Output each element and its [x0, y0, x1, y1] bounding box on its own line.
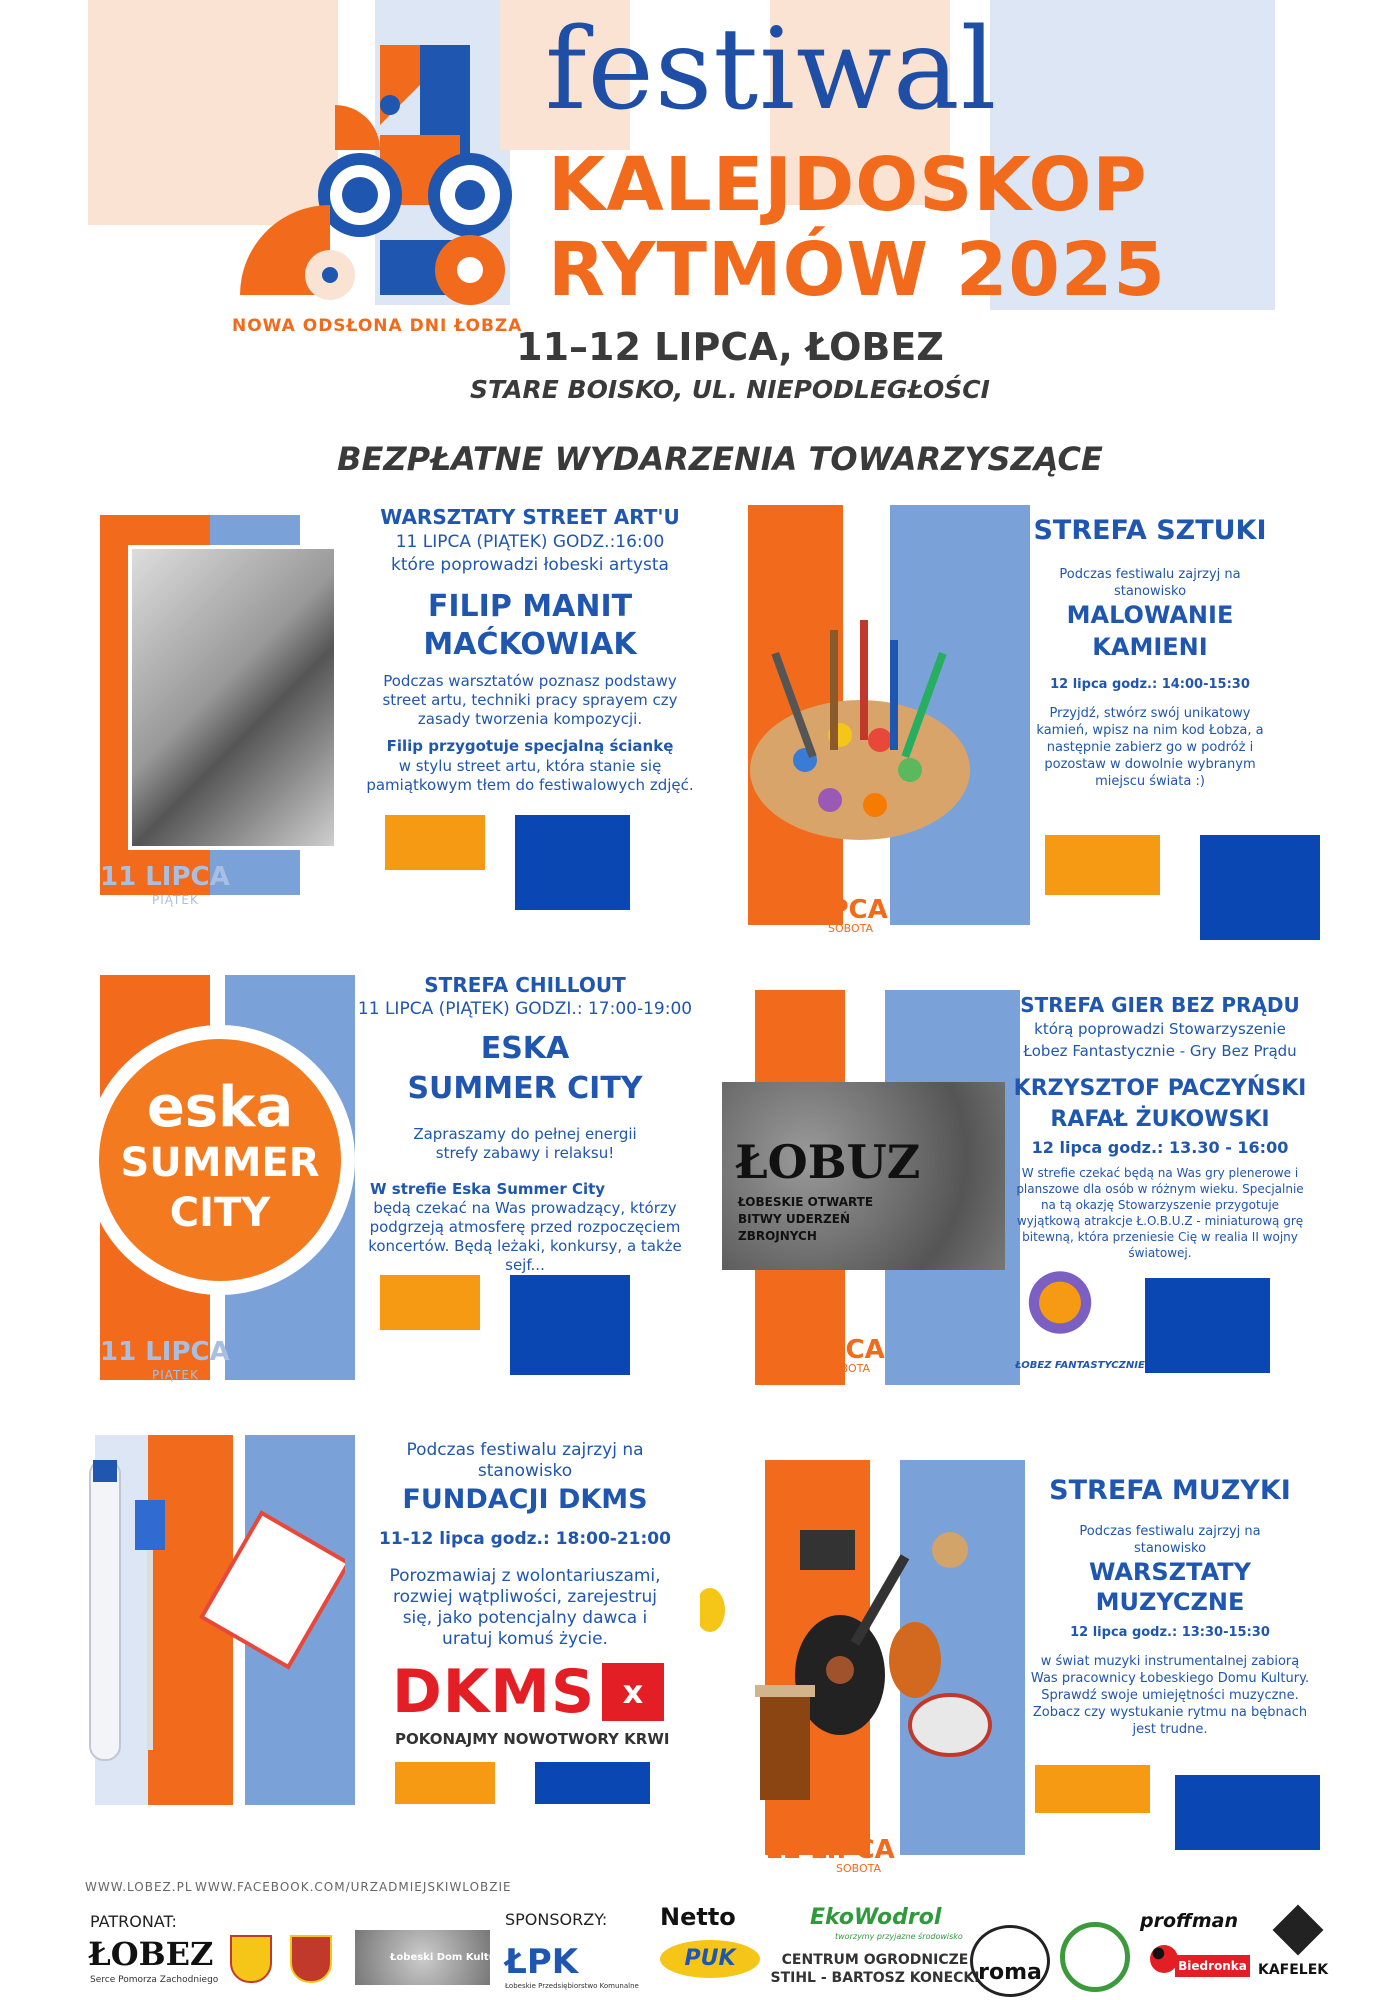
p1-line1: 11 LIPCA (PIĄTEK) GODZ.:16:00 [395, 532, 665, 552]
p3-date: 11 LIPCA [100, 1337, 230, 1367]
p2-heading: STREFA SZTUKI [1033, 515, 1267, 546]
p1-navy-square [515, 815, 630, 910]
p6-navy-square [1175, 1775, 1320, 1850]
roma-logo: roma [978, 1960, 1042, 1985]
p3-name1: ESKA [480, 1031, 570, 1066]
footer-patronat-label: PATRONAT: [90, 1912, 177, 1931]
test-tubes-illustration [85, 1460, 345, 1790]
p4-time: 12 lipca godz.: 13.30 - 16:00 [1031, 1138, 1289, 1157]
lobuz-logo-sub3: ZBROJNYCH [738, 1229, 817, 1243]
p4-navy-square [1145, 1278, 1270, 1373]
p4-name1: KRZYSZTOF PACZYŃSKI [1013, 1076, 1307, 1101]
p6-day: SOBOTA [836, 1862, 882, 1875]
p3-line1: 11 LIPCA (PIĄTEK) GODZI.: 17:00-19:00 [357, 999, 693, 1019]
stihl-logo: STIHL - BARTOSZ KONECKI [770, 1970, 980, 1986]
eska-logo-text1: eska [146, 1075, 294, 1140]
p4-day: SOBOTA [825, 1362, 871, 1375]
p3-navy-square [510, 1275, 630, 1375]
p6-time: 12 lipca godz.: 13:30-15:30 [1070, 1625, 1270, 1640]
p6-date: 12 LIPCA [765, 1835, 895, 1865]
header-venue: STARE BOISKO, UL. NIEPODLEGŁOŚCI [470, 375, 990, 404]
p4-name2: RAFAŁ ŻUKOWSKI [1050, 1107, 1270, 1132]
p3-desc2: będą czekać na Was prowadzący, którzy podgrzeją atmosferę przed rozpoczęciem koncertów. Będą leżaki, konkursy, a także sejf... [368, 1199, 682, 1274]
biedronka-logo: Biedronka [1175, 1955, 1250, 1977]
p1-amber-square [385, 815, 485, 870]
dkms-logo: DKMS [392, 1657, 596, 1727]
p5-amber-square [395, 1762, 495, 1804]
lobez-fantastycznie-logo [1020, 1270, 1100, 1335]
palette-illustration [730, 620, 990, 860]
lobuz-logo-sub2: BITWY UDERZEŃ [738, 1212, 850, 1226]
p4-heading: STREFA GIER BEZ PRĄDU [1020, 993, 1300, 1017]
green-circle-logo [1060, 1922, 1130, 1992]
lobez-logo: ŁOBEZ [88, 1935, 214, 1973]
p2-amber-square [1045, 835, 1160, 895]
eska-logo-text3: CITY [169, 1190, 271, 1236]
p6-name1: WARSZTATY [1088, 1558, 1252, 1586]
p2-name1: MALOWANIE [1066, 601, 1234, 629]
tpk-logo: ŁPK [505, 1942, 579, 1982]
p6-line1: Podczas festiwalu zajrzyj na stanowisko [1079, 1524, 1261, 1556]
p2-desc: Przyjdź, stwórz swój unikatowy kamień, wpisz na nim kod Łobza, a następnie zabierz go w podróż i pozostaw w dowolnie wybranym miejscu świata :) [1036, 706, 1264, 789]
centrum-logo: CENTRUM OGRODNICZE [781, 1952, 969, 1968]
netto-logo: Netto [660, 1903, 736, 1931]
header-title-line2: RYTMÓW 2025 [548, 227, 1166, 313]
p1-name2: MAĆKOWIAK [423, 627, 637, 662]
ekowodrol-logo: EkoWodrol [810, 1905, 942, 1930]
p3-desc: Zapraszamy do pełnej energii strefy zabawy i relaksu! [413, 1125, 637, 1162]
p1-day: PIĄTEK [152, 893, 199, 907]
lobez-logo-sub: Serce Pomorza Zachodniego [90, 1975, 219, 1985]
p2-name2: KAMIENI [1092, 633, 1208, 661]
p3-heading: STREFA CHILLOUT [424, 973, 626, 997]
ladybug-icon [1150, 1945, 1178, 1973]
p2-navy-square [1200, 835, 1320, 940]
p3-amber-square [380, 1275, 480, 1330]
p2-line1: Podczas festiwalu zajrzyj na stanowisko [1059, 567, 1241, 599]
p4-line2: Łobez Fantastycznie - Gry Bez Prądu [1023, 1042, 1297, 1060]
p5-desc: Porozmawiaj z wolontariuszami, rozwiej wątpliwości, zarejestruj się, jako potencjalny dawca i uratuj komuś życie. [389, 1566, 661, 1649]
p5-time: 11-12 lipca godz.: 18:00-21:00 [379, 1529, 671, 1549]
footer-web-link[interactable]: WWW.LOBEZ.PL [85, 1880, 193, 1894]
instruments-illustration [700, 1510, 1020, 1800]
p1-name1: FILIP MANIT [427, 589, 633, 624]
p6-amber-square [1035, 1765, 1150, 1813]
p5-name1: FUNDACJI DKMS [402, 1484, 648, 1515]
lobuz-logo-sub1: ŁOBESKIE OTWARTE [738, 1195, 874, 1209]
p6-name2: MUZYCZNE [1095, 1588, 1245, 1616]
coat-of-arms-1 [230, 1935, 272, 1983]
puk-logo: PUK [660, 1940, 760, 1978]
eska-logo-text2: SUMMER [120, 1140, 320, 1186]
proffman-logo: proffman [1140, 1910, 1238, 1932]
p2-time: 12 lipca godz.: 14:00-15:30 [1050, 677, 1250, 692]
p1-photo [128, 545, 338, 850]
festival-logo-graphic [230, 25, 530, 325]
kafelek-logo: KAFELEK [1258, 1962, 1329, 1978]
p2-date: 12 LIPCA [758, 895, 888, 925]
p5-navy-square [535, 1762, 650, 1804]
p6-desc: w świat muzyki instrumentalnej zabiorą Was pracownicy Łobeskiego Domu Kultury. Sprawdź swoje umiejętności muzyczne. Zobacz czy wystukanie rytmu na bębnach jest trudne. [1030, 1654, 1310, 1737]
footer-sponsorzy-label: SPONSORZY: [505, 1910, 608, 1929]
p1-line2: które poprowadzi łobeski artysta [391, 555, 669, 575]
header-festival-word: festiwal [545, 5, 998, 135]
ldk-logo: Łobeski Dom Kultury [390, 1952, 508, 1963]
p1-heading: WARSZTATY STREET ART'U [380, 505, 680, 529]
lobuz-logo-title: ŁOBUZ [735, 1135, 921, 1189]
p2-day: SOBOTA [828, 922, 874, 935]
p4-desc: W strefie czekać będą na Was gry plenerowe i planszowe dla osób w różnym wieku. Specjalnie na tą okazję Stowarzyszenie przygotuje wyjątkową atrakcje Ł.O.B.U.Z - miniaturową grę bitewną, która przeniesie Cię w realia II wojny światowej. [1016, 1166, 1304, 1260]
header-date-place: 11–12 LIPCA, ŁOBEZ [516, 325, 944, 369]
ekowodrol-sub: tworzymy przyjazne środowisko [835, 1932, 963, 1941]
kafelek-icon [1273, 1905, 1324, 1956]
p4-line1: którą poprowadzi Stowarzyszenie [1034, 1020, 1286, 1038]
p3-day: PIĄTEK [152, 1368, 199, 1382]
dkms-slogan: POKONAJMY NOWOTWORY KRWI [395, 1730, 670, 1748]
lobez-fantastycznie-text: ŁOBEZ FANTASTYCZNIE [1015, 1360, 1145, 1371]
section-heading: BEZPŁATNE WYDARZENIA TOWARZYSZĄCE [337, 440, 1103, 478]
p1-bold-desc: Filip przygotuje specjalną ściankę [386, 737, 674, 755]
p1-desc2: w stylu street artu, która stanie się pamiątkowym tłem do festiwalowych zdjęć. [366, 757, 694, 794]
header-title-line1: KALEJDOSKOP [548, 142, 1148, 228]
p1-date: 11 LIPCA [100, 862, 230, 892]
p6-heading: STREFA MUZYKI [1049, 1475, 1291, 1506]
p4-date: 12 LIPCA [755, 1335, 885, 1365]
footer-facebook-link[interactable]: WWW.FACEBOOK.COM/URZADMIEJSKIWLOBZIE [195, 1880, 512, 1894]
p5-line1: Podczas festiwalu zajrzyj na stanowisko [406, 1440, 644, 1481]
header-subtitle-left: NOWA ODSŁONA DNI ŁOBZA [232, 316, 523, 336]
dkms-logo-x: x [602, 1663, 664, 1721]
p3-name2: SUMMER CITY [407, 1071, 643, 1106]
tpk-logo-sub: Łobeskie Przedsiębiorstwo Komunalne [505, 1982, 639, 1990]
coat-of-arms-2 [290, 1935, 332, 1983]
p1-desc: Podczas warsztatów poznasz podstawy street artu, techniki pracy sprayem czy zasady tworzenia kompozycji. [382, 672, 678, 728]
p3-bold-desc: W strefie Eska Summer City [370, 1180, 606, 1198]
